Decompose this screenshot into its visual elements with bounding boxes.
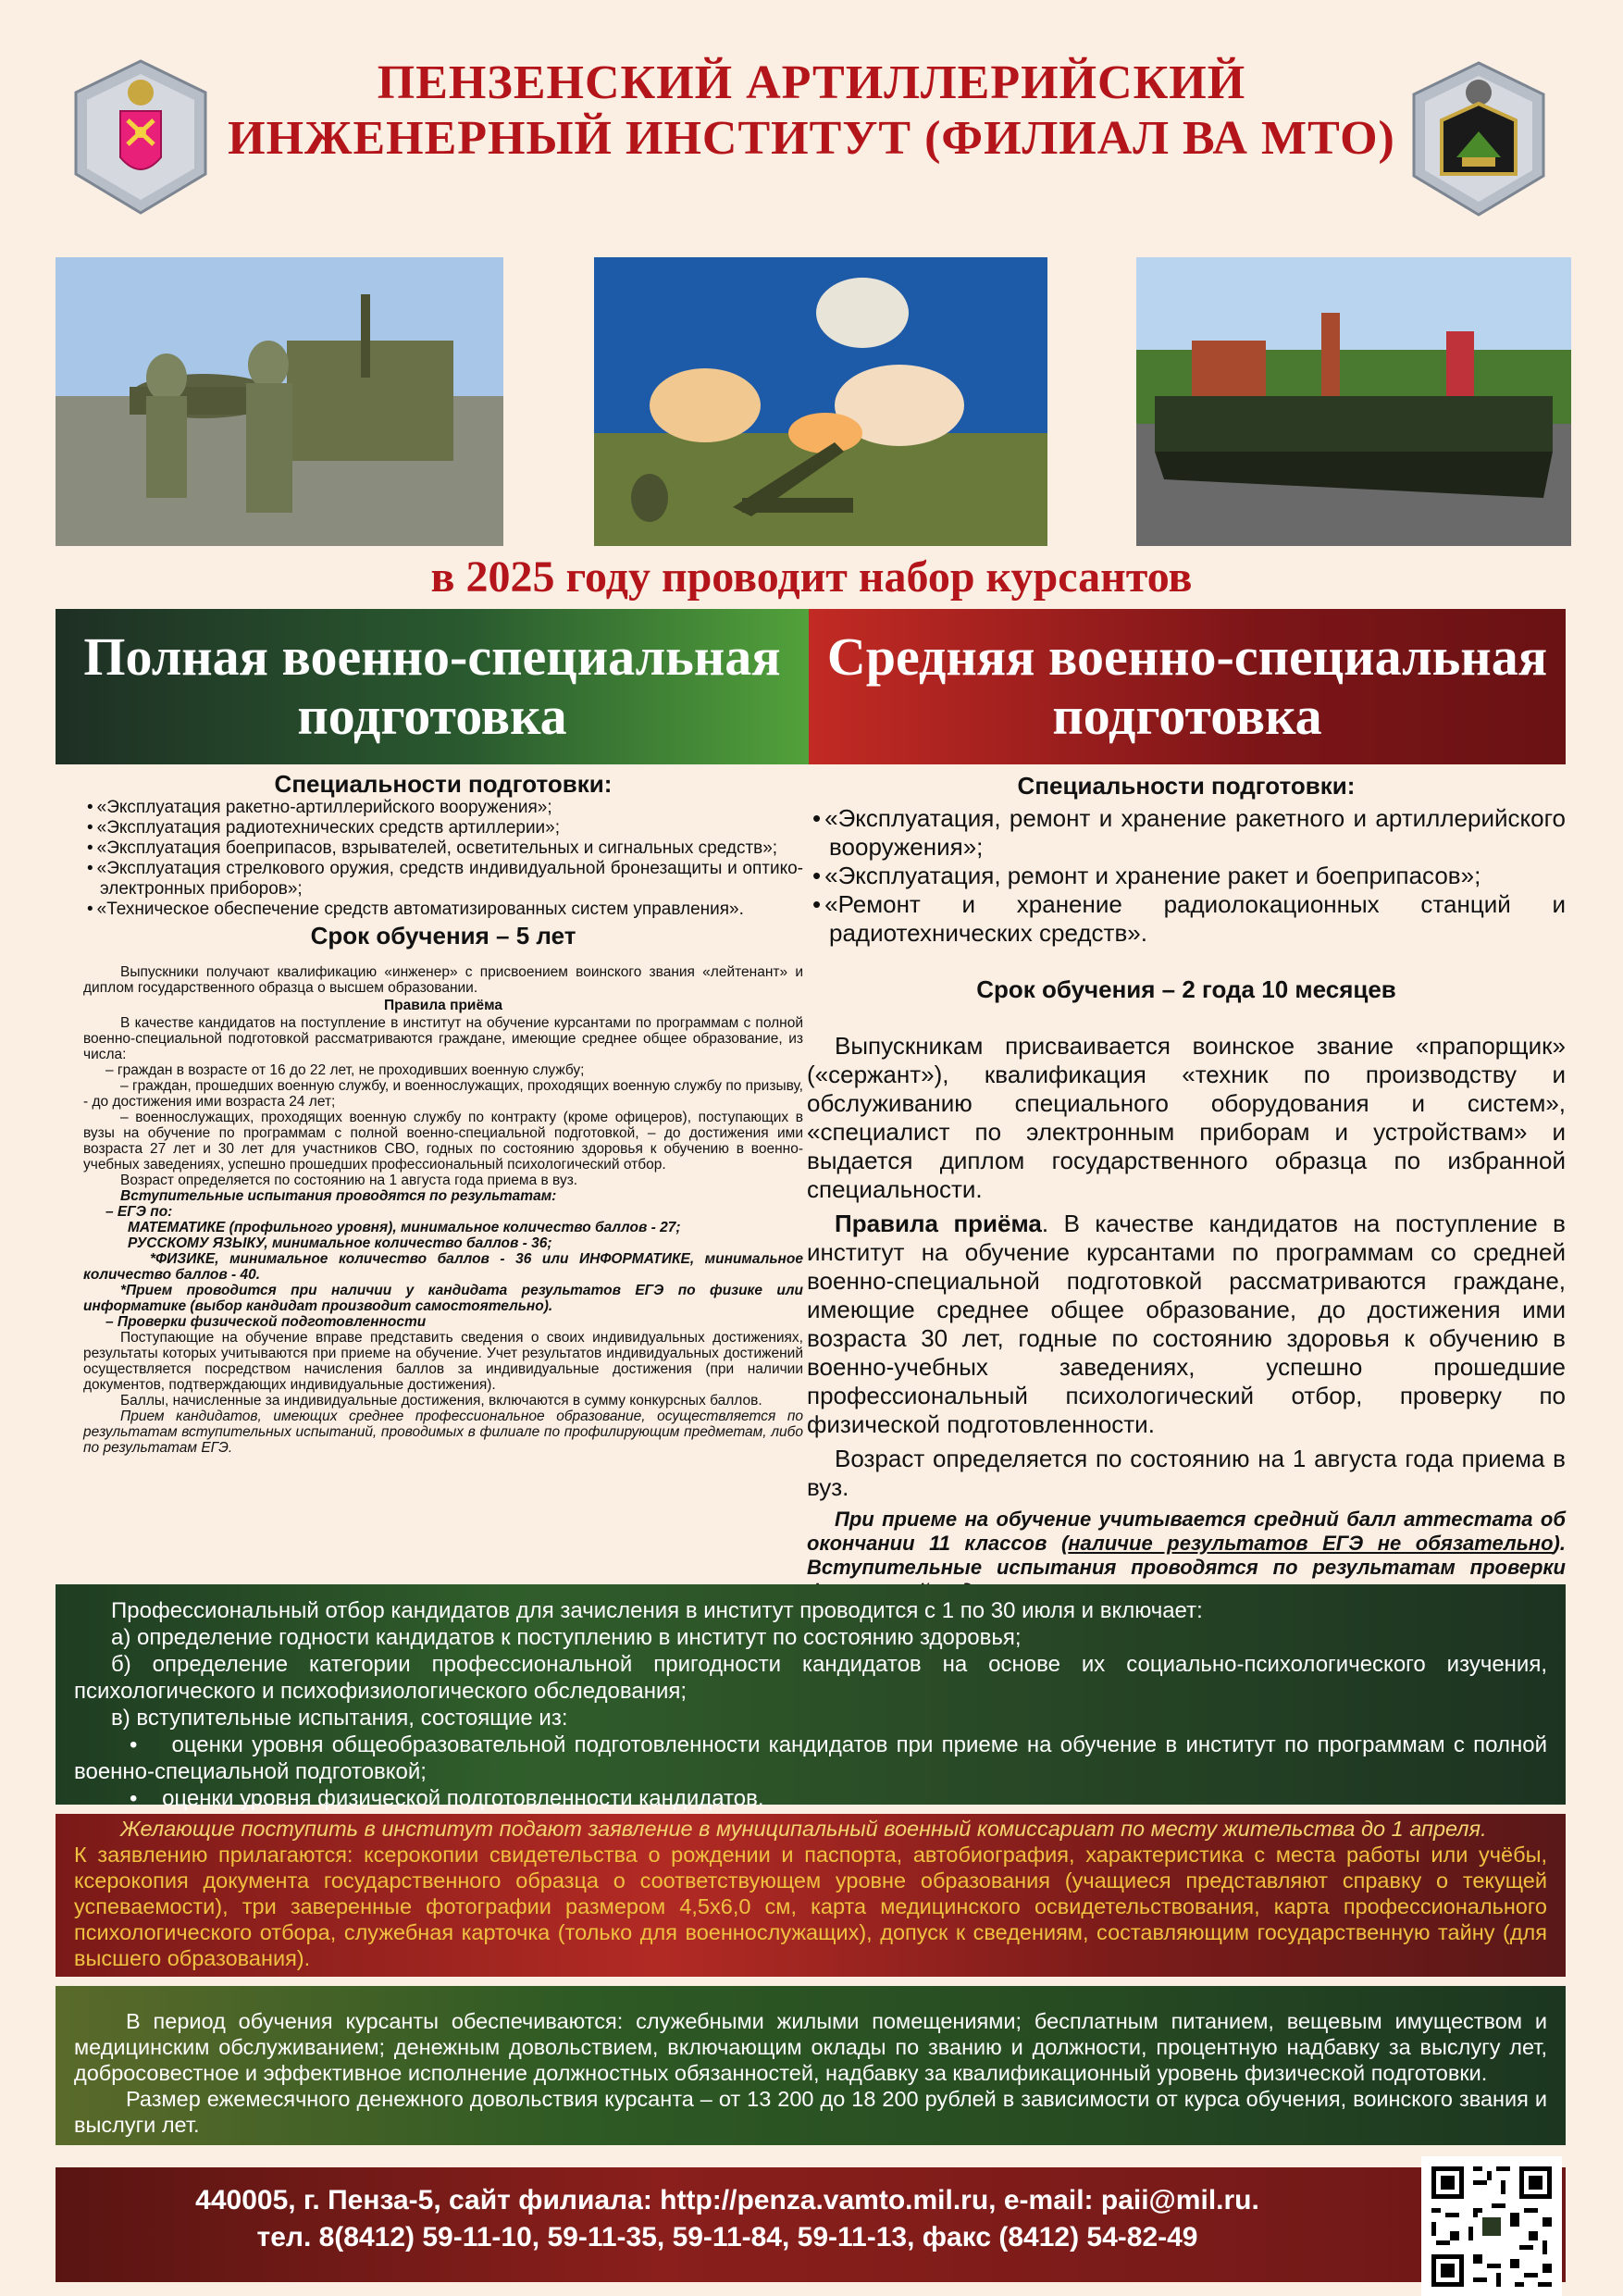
full-age-note: Возраст определяется по состоянию на 1 августа года приема в вуз. [120,1173,578,1188]
full-details [83,964,803,1456]
ege-russian: РУССКОМУ ЯЗЫКУ, минимальное количество баллов - 36; [128,1235,552,1251]
artillery-emblem-icon [67,54,215,220]
selection-c1-text: оценки уровня общеобразовательной подготовленности кандидатов при приеме на обучение в институт по программам с полной военно-специальной подготовкой; [74,1732,1547,1784]
mid-rules [807,1210,1566,1439]
title-line-2: ИНЖЕНЕРНЫЙ ИНСТИТУТ (ФИЛИАЛ ВА МТО) [228,112,1395,165]
full-rules-item: – граждан в возрасте от 16 до 22 лет, не проходивших военную службу; [105,1062,585,1078]
selection-c2-text: оценки уровня физической подготовленности кандидатов. [162,1786,764,1811]
footer-address: 440005, г. Пенза-5, сайт филиала: http://penza.vamto.mil.ru, e-mail: paii@mil.ru. [195,2185,1259,2215]
mid-graduates: Выпускникам присваивается воинское звание «прапорщик» («сержант»), квалификация «техник по производству и обслуживанию специального оборудования и систем», «специалист по электронным приборам и устройствам» и выдается диплом государственного образца по избранной специальности. [807,1032,1566,1203]
photo-artillery-fire [594,257,1047,546]
selection-a: а) определение годности кандидатов к поступлению в институт по состоянию здоровья; [111,1625,1022,1650]
mid-specialties-title: Специальности подготовки: [1017,772,1356,800]
photo-soldiers-equipment [56,257,503,546]
prof-note: Прием кандидатов, имеющих среднее профессиональное образование, осуществляется по результатам вступительных испытаний, проводимых в филиале по профилирующим предметам, либо по результатам ЕГЭ. [83,1409,803,1456]
full-specialties-title: Специальности подготовки: [274,770,613,798]
institute-emblem-icon [1405,56,1553,222]
mid-rules-text: . В качестве кандидатов на поступление в институт на обучение курсантами по программам со средней военно-специальной подготовкой рассматриваются граждане, имеющие среднее общее образование, до достижения ими возраста 30 лет, годные по состоянию здоровья к обучению в военно-учебных заведениях, успешно прошедшие профессиональный психологический отбор, проверку по физической подготовленности. [807,1210,1566,1438]
contacts-footer [56,2167,1566,2282]
list-item: • «Эксплуатация радиотехнических средств артиллерии»; [83,818,803,838]
selection-c: в) вступительные испытания, состоящие из: [111,1706,568,1731]
list-item: • «Эксплуатация, ремонт и хранение ракетного и артиллерийского вооружения»; [807,804,1566,862]
recruitment-banner: в 2025 году проводит набор курсантов [430,552,1193,602]
avg-note-part: При приеме на обучение учитывается средний балл аттестата об окончании 11 классов ( [807,1508,1566,1555]
full-training-heading-line2: подготовка [297,686,567,746]
full-rules-intro: В качестве кандидатов на поступление в институт на обучение курсантами по программам с полной военно-специальной подготовкой рассматриваются граждане, имеющие среднее общее образование, из числа: [83,1015,803,1062]
mid-training-heading-line1: Средняя военно-специальная [826,627,1548,687]
full-training-heading [56,609,809,764]
qr-code-icon[interactable] [1421,2156,1562,2296]
footer-phones: тел. 8(8412) 59-11-10, 59-11-35, 59-11-84, 59-11-13, факс (8412) 54-82-49 [256,2222,1198,2253]
phys-check: – Проверки физической подготовленности [105,1314,427,1330]
full-rules-item: – граждан, прошедших военную службу, и военнослужащих, проходящих военную службу по призыву, - до достижения ими возраста 24 лет; [83,1078,803,1110]
full-term: Срок обучения – 5 лет [310,922,576,949]
selection-c1: • оценки уровня общеобразовательной подготовленности кандидатов при приеме на обучение в институт по программам с полной военно-специальной подготовкой; [74,1732,1547,1784]
full-training-heading-line1: Полная военно-специальная [83,627,781,687]
full-rules-title: Правила приёма [384,998,502,1013]
page-title [222,56,1401,167]
list-item: • «Ремонт и хранение радиолокационных станций и радиотехнических средств». [807,890,1566,948]
full-training-column [83,770,803,1456]
full-graduates: Выпускники получают квалификацию «инженер» с присвоением воинского звания «лейтенант» и диплом государственного образца о высшем образовании. [83,964,803,996]
avg-note-underlined: наличие результатов ЕГЭ не обязательно [1068,1532,1554,1555]
title-line-1: ПЕНЗЕНСКИЙ АРТИЛЛЕРИЙСКИЙ [377,56,1246,109]
selection-intro: Профессиональный отбор кандидатов для зачисления в институт проводится с 1 по 30 июля и включает: [111,1598,1203,1623]
points-note: Баллы, начисленные за индивидуальные достижения, включаются в сумму конкурсных баллов. [120,1393,762,1409]
ege-label: – ЕГЭ по: [105,1204,173,1220]
list-item: • «Эксплуатация, ремонт и хранение ракет и боеприпасов»; [807,862,1566,890]
ege-math: МАТЕМАТИКЕ (профильного уровня), минимальное количество баллов - 27; [128,1220,681,1235]
application-line2: К заявлению прилагаются: ксерокопии свидетельства о рождении и паспорта, автобиография, характеристика с места работы или учёбы, ксерокопия документа государственного образца о соответствующем уровне образования (учащиеся представляют справку о текущей успеваемости), три заверенные фотографии размером 4,5х6,0 см, карта медицинского освидетельствования, карта профессионального психологического отбора, служебная карточка (только для военнослужащих), допуск к сведениям, составляющим государственную тайну (для высшего образования). [74,1843,1547,1970]
mid-term: Срок обучения – 2 года 10 месяцев [976,975,1396,1003]
provision-p2: Размер ежемесячного денежного довольствия курсанта – от 13 200 до 18 200 рублей в зависимости от курса обучения, воинского звания и выслуги лет. [74,2087,1547,2137]
mid-age-note: Возраст определяется по состоянию на 1 августа года приема в вуз. [807,1445,1566,1501]
photo-parade [1136,257,1571,546]
provision-p1: В период обучения курсанты обеспечиваются: служебными жилыми помещениями; бесплатным питанием, вещевым имуществом и медицинским обслуживанием; денежным довольствием, включающим оклады по званию и должности, процентную надбавку за выслугу лет, добросовестное и эффективное исполнение должностных обязанностей, надбавку за квалификационный уровень физической подготовки. [74,2009,1547,2085]
ege-note: *Прием проводится при наличии у кандидата результатов ЕГЭ по физике или информатике (выбор кандидат производит самостоятельно). [83,1283,803,1314]
application-box [56,1814,1566,1977]
selection-c2: • оценки уровня физической подготовленности кандидатов. [130,1786,764,1811]
list-item: • «Техническое обеспечение средств автоматизированных систем управления». [83,900,803,920]
full-exams-title: Вступительные испытания проводятся по результатам: [120,1188,557,1204]
achievements: Поступающие на обучение вправе представить сведения о своих индивидуальных достижениях, результаты которых учитываются при приеме на обучение. Учет результатов индивидуальных достижений осуществляется посредством начисления баллов за индивидуальные достижения (при наличии документов, подтверждающих индивидуальные достижения). [83,1330,803,1393]
selection-b: б) определение категории профессиональной пригодности кандидатов на основе их социально-психологического изучения, психологического и психофизиологического обследования; [74,1652,1547,1704]
ege-physics: *ФИЗИКЕ, минимальное количество баллов - 36 или ИНФОРМАТИКЕ, минимальное количество баллов - 40. [83,1251,803,1283]
mid-training-heading-line2: подготовка [1052,686,1322,746]
list-item: • «Эксплуатация ракетно-артиллерийского вооружения»; [83,798,803,818]
avg-note-part: ). Вступительные испытания проводятся по результатам проверки [807,1532,1566,1579]
provision-box [56,1986,1566,2145]
application-line1: Желающие поступить в институт подают заявление в муниципальный военный комиссариат по месту жительства до 1 апреля. [120,1817,1487,1841]
list-item: • «Эксплуатация боеприпасов, взрывателей, осветительных и сигнальных средств»; [83,838,803,859]
list-item: • «Эксплуатация стрелкового оружия, средств индивидуальной бронезащиты и оптико-электронных приборов»; [83,859,803,900]
full-specialties-list [83,798,803,920]
full-rules-item: – военнослужащих, проходящих военную службу по контракту (кроме офицеров), поступающих в вузы на обучение по программам с полной военно-специальной подготовкой, – до достижения ими возраста 27 лет и 30 лет для участников СВО, годных по состоянию здоровья к обучению в военно-учебных заведениях, успешно прошедших профессиональный психологический отбор. [83,1110,803,1173]
mid-rules-title: Правила приёма [835,1210,1042,1237]
mid-specialties-list [807,804,1566,948]
mid-training-column [807,768,1566,1604]
mid-training-heading [809,609,1566,764]
selection-box [56,1584,1566,1811]
